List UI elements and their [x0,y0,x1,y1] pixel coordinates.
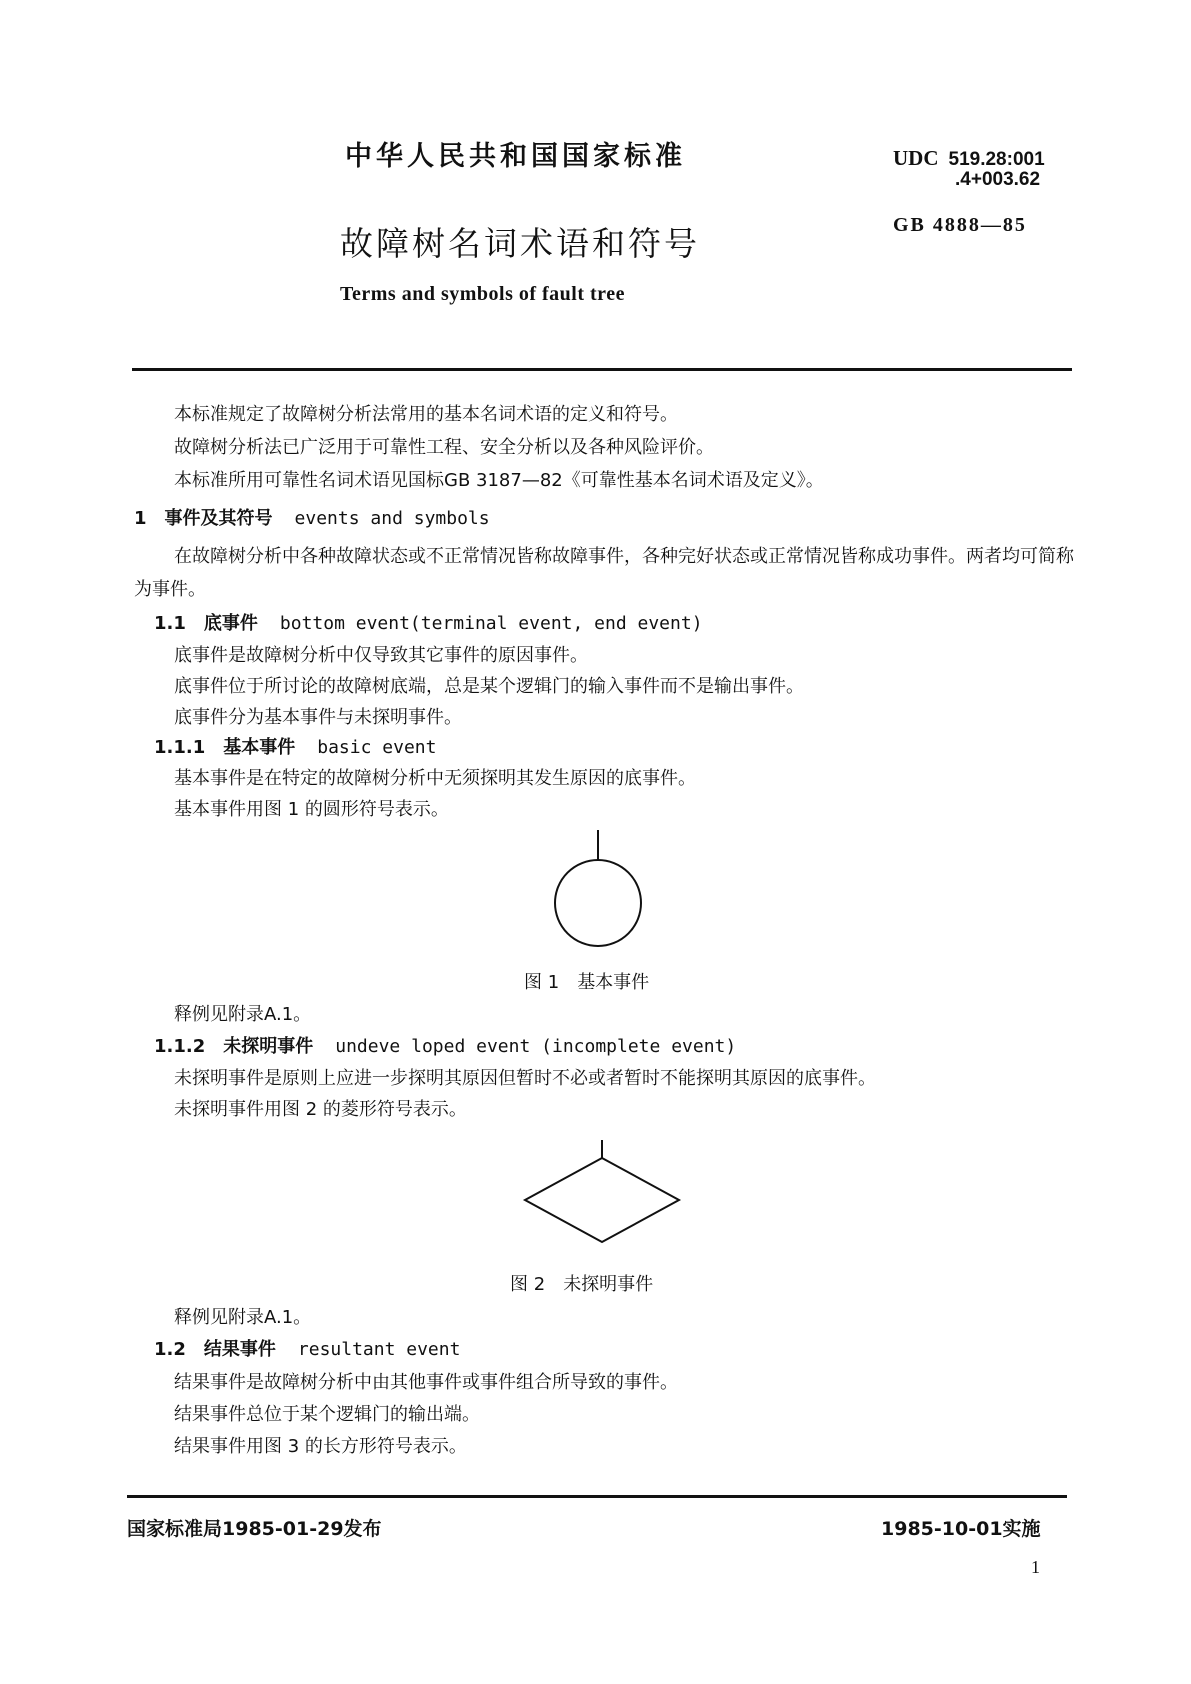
section-1-heading [134,504,490,530]
section-title-en: bottom event(terminal event, end event) [279,613,703,634]
udc-label: UDC [893,146,939,170]
intro-line-2: 故障树分析法已广泛用于可靠性工程、安全分析以及各种风险评价。 [174,437,714,458]
s1-1-line-3: 底事件分为基本事件与未探明事件。 [174,707,462,728]
s1-1-line-2: 底事件位于所讨论的故障树底端，总是某个逻辑门的输入事件而不是输出事件。 [174,676,804,697]
s1-1-2-line-1: 未探明事件是原则上应进一步探明其原因但暂时不必或者暂时不能探明其原因的底事件。 [174,1068,876,1089]
section-number: 1.1.2 [154,1036,206,1057]
basic-event-circle-symbol [550,830,650,950]
figure-2-note: 释例见附录A.1。 [174,1307,312,1328]
intro-line-1: 本标准规定了故障树分析法常用的基本名词术语的定义和符号。 [174,404,678,425]
intro-line-3: 本标准所用可靠性名词术语见国标GB 3187—82《可靠性基本名词术语及定义》。 [174,470,824,491]
document-title: 故障树名词术语和符号 [340,224,700,263]
figure-number: 图 1 [524,972,560,993]
figure-1-caption [524,968,649,994]
section-title-cn: 未探明事件 [223,1036,314,1057]
section-number: 1.1 [154,613,186,634]
figure-2-caption [510,1270,653,1296]
footer-rule [127,1495,1067,1498]
section-title-cn: 底事件 [203,613,258,634]
figure-number: 图 2 [510,1274,546,1295]
figure-title: 基本事件 [577,972,650,993]
udc-value-1: 519.28:001 [948,149,1045,170]
section-number: 1 [134,508,147,529]
udc-code-line2: .4+003.62 [955,169,1041,190]
section-title-cn: 结果事件 [203,1339,276,1360]
section-1-1-heading [154,609,703,635]
header-rule [132,368,1072,371]
issued-date: 国家标准局1985-01-29发布 [127,1518,382,1540]
s1-1-1-line-2: 基本事件用图 1 的圆形符号表示。 [174,799,449,820]
section-title-en: undeve loped event (incomplete event) [335,1036,737,1057]
page-number: 1 [1031,1557,1040,1577]
section-1-2-heading [154,1335,460,1361]
section-number: 1.2 [154,1339,186,1360]
s1-2-line-3: 结果事件用图 3 的长方形符号表示。 [174,1436,467,1457]
section-1-1-1-heading [154,733,436,759]
s1-2-line-1: 结果事件是故障树分析中由其他事件或事件组合所导致的事件。 [174,1372,678,1393]
figure-1-note: 释例见附录A.1。 [174,1004,312,1025]
effective-date: 1985-10-01实施 [881,1518,1041,1540]
section-number: 1.1.1 [154,737,206,758]
figure-title: 未探明事件 [563,1274,654,1295]
udc-code-line1 [893,146,1045,171]
s1-2-line-2: 结果事件总位于某个逻辑门的输出端。 [174,1404,480,1425]
section-1-paragraph: 在故障树分析中各种故障状态或不正常情况皆称故障事件，各种完好状态或正常情况皆称成功事件。两者均可简称为事件。 [134,546,1074,600]
section-title-en: events and symbols [294,508,490,529]
s1-1-2-line-2: 未探明事件用图 2 的菱形符号表示。 [174,1099,467,1120]
section-title-en: resultant event [297,1339,461,1360]
document-subtitle: Terms and symbols of fault tree [340,283,625,305]
standard-name: 中华人民共和国国家标准 [345,141,686,172]
section-title-cn: 事件及其符号 [164,508,273,529]
gb-code: GB 4888—85 [893,214,1027,236]
s1-1-1-line-1: 基本事件是在特定的故障树分析中无须探明其发生原因的底事件。 [174,768,696,789]
section-1-1-2-heading [154,1032,736,1058]
section-title-en: basic event [317,737,437,758]
undeveloped-event-diamond-symbol [522,1140,682,1250]
s1-1-line-1: 底事件是故障树分析中仅导致其它事件的原因事件。 [174,645,588,666]
section-title-cn: 基本事件 [223,737,296,758]
